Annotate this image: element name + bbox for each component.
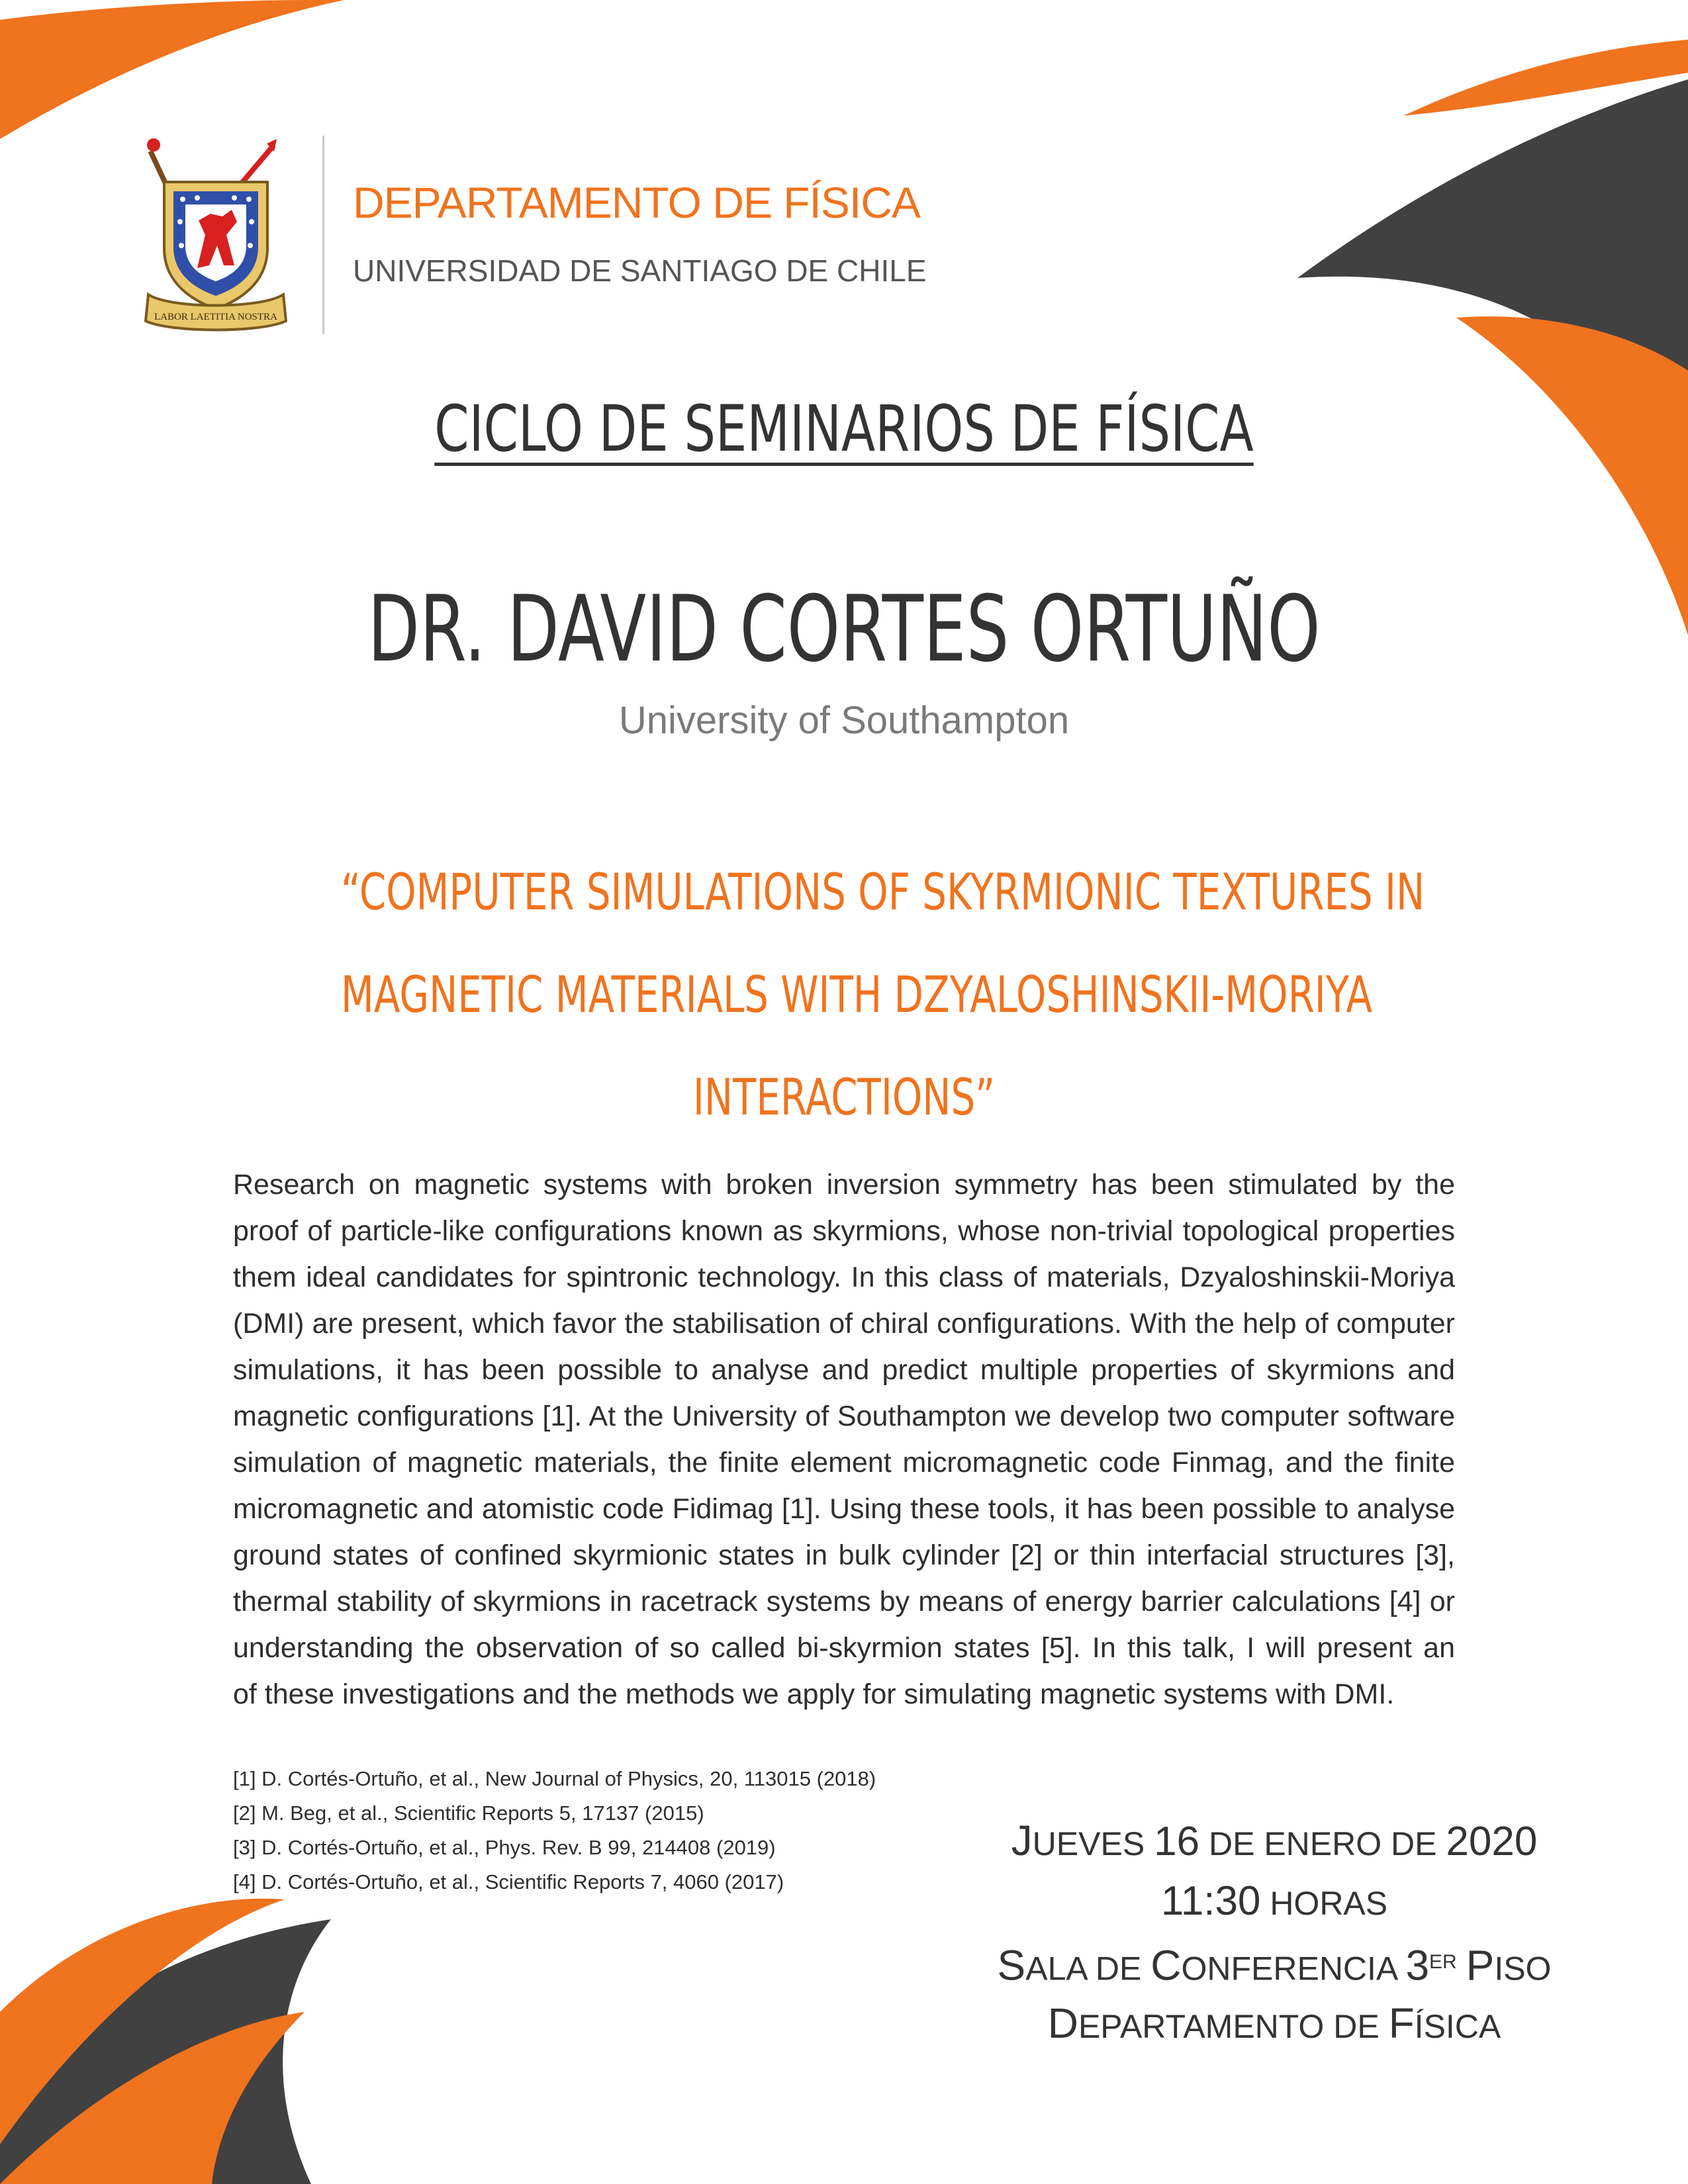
seminar-series-title <box>186 392 1503 466</box>
abstract-line: understanding the observation of so called bi-skyrmion states [5]. In this talk, I will present an <box>233 1632 1455 1664</box>
reference-item: [2] M. Beg, et al., Scientific Reports 5, 17137 (2015) <box>233 1801 704 1825</box>
talk-title-line: INTERACTIONS” <box>692 1068 996 1126</box>
abstract <box>233 1161 1455 1717</box>
seminar-series-title-text: CICLO DE SEMINARIOS DE FÍSICA <box>434 392 1254 466</box>
abstract-line: of these investigations and the methods we apply for simulating magnetic systems with DMI. <box>233 1678 1395 1710</box>
abstract-line: (DMI) are present, which favor the stabilisation of chiral configurations. With the help of computer <box>233 1308 1455 1340</box>
header-divider <box>322 136 324 334</box>
abstract-line: proof of particle-like configurations known as skyrmions, whose non-trivial topological properties <box>233 1215 1455 1247</box>
event-details <box>927 1810 1622 2054</box>
talk-title <box>341 841 1425 1148</box>
university-crest-logo <box>144 136 287 334</box>
abstract-line: thermal stability of skyrmions in racetrack systems by means of energy barrier calculations [4] or <box>233 1586 1455 1617</box>
swoosh-right-orange <box>1456 316 1688 635</box>
event-location: DEPARTAMENTO DE FÍSICA <box>1047 1999 1501 2047</box>
abstract-line: magnetic configurations [1]. At the University of Southampton we develop two computer software <box>233 1400 1455 1432</box>
reference-item: [3] D. Cortés-Ortuño, et al., Phys. Rev. B 99, 214408 (2019) <box>233 1836 776 1859</box>
swoosh-top-left-orange <box>0 0 344 139</box>
speaker-affiliation: University of Southampton <box>618 699 1070 742</box>
reference-item: [4] D. Cortés-Ortuño, et al., Scientific Reports 7, 4060 (2017) <box>233 1870 784 1893</box>
event-date: JUEVES 16 DE ENERO DE 2020 <box>1011 1817 1538 1864</box>
abstract-line: Research on magnetic systems with broken inversion symmetry has been stimulated by the <box>233 1169 1455 1201</box>
university-name: UNIVERSIDAD DE SANTIAGO DE CHILE <box>353 253 927 288</box>
speaker-name: DR. DAVID CORTES ORTUÑO <box>367 576 1321 682</box>
event-time: 11:30 HORAS <box>1160 1878 1388 1924</box>
abstract-line: micromagnetic and atomistic code Fidimag [1]. Using these tools, it has been possible to analyse <box>233 1493 1455 1525</box>
abstract-line: simulations, it has been possible to analyse and predict multiple properties of skyrmions and <box>233 1354 1455 1386</box>
crest-motto: LABOR LAETITIA NOSTRA <box>154 312 277 322</box>
abstract-line: ground states of confined skyrmionic states in bulk cylinder [2] or thin interfacial structures [3], <box>233 1539 1455 1571</box>
abstract-line: simulation of magnetic materials, the finite element micromagnetic code Finmag, and the finite <box>233 1447 1455 1479</box>
reference-item: [1] D. Cortés-Ortuño, et al., New Journal of Physics, 20, 113015 (2018) <box>233 1767 876 1790</box>
department-name: DEPARTAMENTO DE FÍSICA <box>353 178 920 227</box>
abstract-line: them ideal candidates for spintronic technology. In this class of materials, Dzyaloshinskii-Moriya <box>233 1261 1455 1293</box>
talk-title-line: MAGNETIC MATERIALS WITH DZYALOSHINSKII-MORIYA <box>341 965 1373 1024</box>
references <box>233 1762 961 1899</box>
talk-title-line: “COMPUTER SIMULATIONS OF SKYRMIONIC TEXTURES IN <box>341 862 1425 921</box>
event-room: SALA DE CONFERENCIA 3ER PISO <box>997 1941 1552 1989</box>
